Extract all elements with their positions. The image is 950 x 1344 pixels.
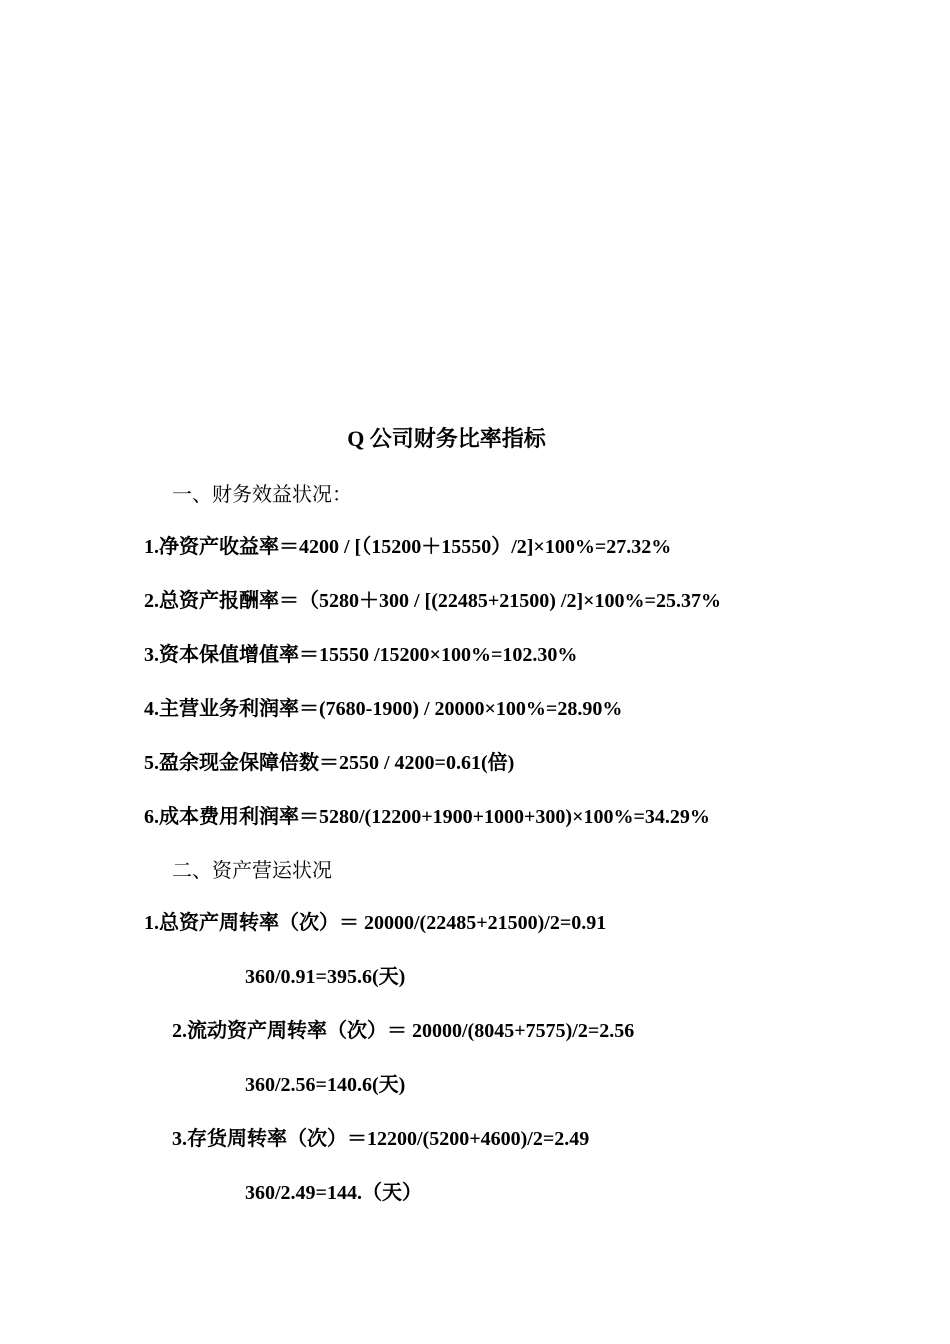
ratio-line-current-asset-turnover-days: 360/2.56=140.6(天) [245, 1074, 406, 1096]
ratio-line-return-on-equity: 1.净资产收益率＝4200 / [（15200＋15550）/2]×100%=27.32% [144, 536, 672, 558]
ratio-line-return-on-assets: 2.总资产报酬率＝（5280＋300 / [(22485+21500) /2]×100%=25.37% [144, 590, 721, 612]
section-heading-financial-efficiency: 一、财务效益状况： [172, 484, 352, 506]
section-heading-asset-operation: 二、资产营运状况 [172, 860, 332, 882]
ratio-line-inventory-turnover: 3.存货周转率（次）＝12200/(5200+4600)/2=2.49 [172, 1128, 590, 1150]
ratio-line-total-asset-turnover: 1.总资产周转率（次）＝ 20000/(22485+21500)/2=0.91 [144, 912, 607, 934]
document-title: Q 公司财务比率指标 [347, 426, 546, 451]
ratio-line-total-asset-turnover-days: 360/0.91=395.6(天) [245, 966, 406, 988]
ratio-line-current-asset-turnover: 2.流动资产周转率（次）＝ 20000/(8045+7575)/2=2.56 [172, 1020, 635, 1042]
ratio-line-cost-profit-margin: 6.成本费用利润率＝5280/(12200+1900+1000+300)×100%=34.29% [144, 806, 710, 828]
ratio-line-cash-coverage: 5.盈余现金保障倍数＝2550 / 4200=0.61(倍) [144, 752, 515, 774]
ratio-line-inventory-turnover-days: 360/2.49=144.（天） [245, 1182, 422, 1204]
ratio-line-main-business-margin: 4.主营业务利润率＝(7680-1900) / 20000×100%=28.90% [144, 698, 623, 720]
ratio-line-capital-preservation: 3.资本保值增值率＝15550 /15200×100%=102.30% [144, 644, 578, 666]
